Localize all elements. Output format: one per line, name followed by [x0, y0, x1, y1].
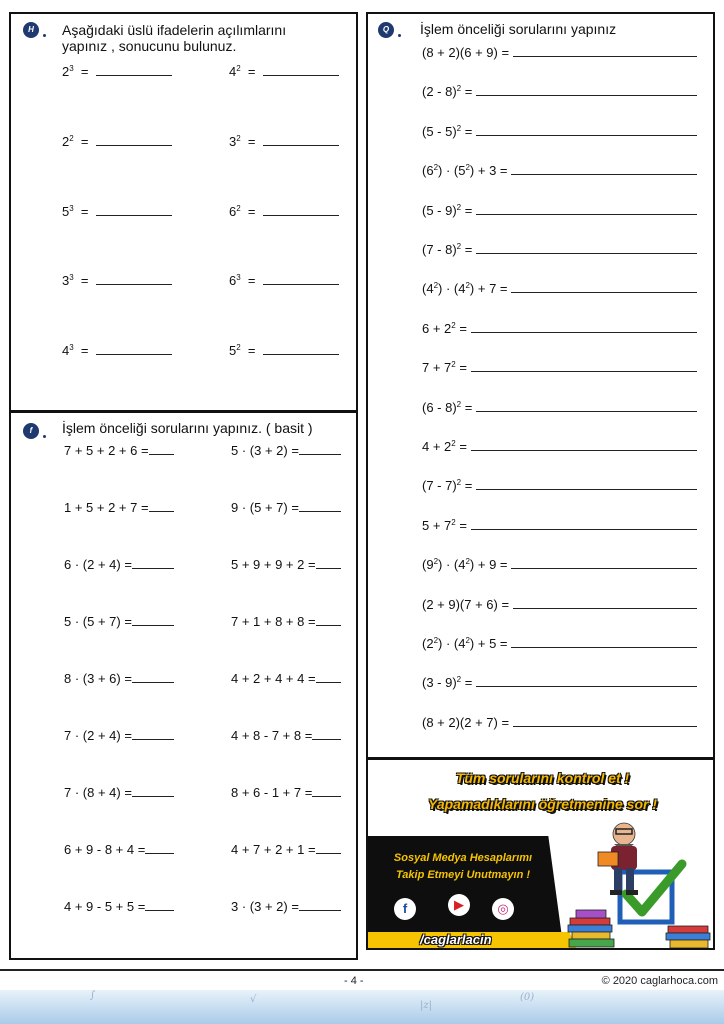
- exponent-panel: [9, 12, 358, 412]
- exponent-power: 2: [236, 343, 241, 352]
- expression-text: (3 - 9): [422, 675, 457, 691]
- exponent-power: 2: [236, 64, 241, 73]
- expression-text: =: [455, 320, 467, 336]
- expression-text: 1 + 5 + 2 + 7 =: [64, 500, 149, 515]
- equals-sign: =: [73, 343, 96, 358]
- expression-text: 7 + 7: [422, 360, 452, 376]
- answer-blank[interactable]: [263, 134, 339, 146]
- expression-text: 6 · (2 + 4) =: [64, 557, 132, 572]
- exponent-power: 2: [236, 134, 241, 143]
- facebook-icon[interactable]: f: [394, 898, 416, 920]
- answer-blank[interactable]: [312, 728, 341, 740]
- answer-blank[interactable]: [471, 439, 697, 451]
- expression-item: [422, 439, 697, 454]
- answer-blank[interactable]: [476, 84, 697, 96]
- answer-blank[interactable]: [476, 400, 697, 412]
- expression-text: 7 + 1 + 8 + 8 =: [231, 614, 316, 629]
- exponent-power: 2: [456, 399, 462, 409]
- exponent-item: [62, 343, 172, 358]
- book-stack-icon: [666, 926, 710, 948]
- exponent-power: 3: [69, 343, 74, 352]
- page-number: - 4 -: [344, 975, 364, 987]
- answer-blank[interactable]: [149, 443, 174, 455]
- expression-text: ) + 5 =: [469, 636, 508, 651]
- panel-title: Aşağıdaki üslü ifadelerin açılımlarını: [62, 22, 287, 38]
- expression-text: (6 - 8): [422, 399, 457, 415]
- order-of-operations-panel: [366, 12, 715, 759]
- badge-dot: [398, 34, 401, 37]
- badge-dot: [43, 34, 46, 37]
- answer-blank[interactable]: [511, 636, 697, 648]
- exponent-base: 6: [229, 273, 237, 288]
- expression-text: ) + 3 =: [469, 163, 508, 179]
- expression-item: [64, 728, 174, 743]
- expression-item: [422, 124, 697, 139]
- exponent-item: [62, 134, 172, 149]
- exponent-power: 2: [465, 163, 470, 173]
- expression-text: (7 - 8): [422, 242, 457, 257]
- answer-blank[interactable]: [511, 557, 697, 569]
- expression-item: [422, 163, 697, 178]
- expression-item: [231, 443, 341, 458]
- answer-blank[interactable]: [96, 273, 172, 285]
- answer-blank[interactable]: [149, 500, 174, 512]
- instagram-icon[interactable]: ◎: [492, 898, 514, 920]
- teacher-avatar-icon: [598, 823, 638, 895]
- expression-item: [422, 45, 697, 60]
- answer-blank[interactable]: [263, 343, 339, 355]
- answer-blank[interactable]: [513, 715, 697, 727]
- expression-text: (2 - 8): [422, 84, 457, 100]
- answer-blank[interactable]: [476, 242, 697, 254]
- answer-blank[interactable]: [263, 204, 339, 216]
- footer-formula-band: ∫ √ |z| (0): [0, 990, 724, 1024]
- expression-item: [231, 842, 341, 857]
- exponent-base: 3: [62, 273, 70, 288]
- expression-text: 4 + 7 + 2 + 1 =: [231, 842, 316, 857]
- social-handle[interactable]: /caglarlacin: [420, 932, 492, 947]
- expression-text: (9: [422, 557, 434, 573]
- exponent-power: 3: [69, 204, 74, 213]
- exponent-power: 3: [69, 273, 74, 282]
- book-stack-icon: [568, 910, 614, 947]
- expression-text: ) · (4: [438, 557, 466, 573]
- exponent-item: [229, 273, 339, 288]
- section-badge-h: H: [23, 22, 39, 38]
- answer-blank[interactable]: [299, 500, 341, 512]
- equals-sign: =: [240, 134, 263, 149]
- section-badge-q: Q: [378, 22, 394, 38]
- expression-item: [422, 478, 697, 493]
- answer-blank[interactable]: [316, 557, 341, 569]
- answer-blank[interactable]: [476, 675, 697, 687]
- expression-item: [422, 281, 697, 296]
- exponent-power: 2: [433, 557, 439, 567]
- expression-text: (5 - 9): [422, 202, 457, 218]
- expression-text: ) · (5: [438, 163, 466, 179]
- teacher-checkmark-illustration: [564, 820, 714, 950]
- exponent-base: 5: [62, 204, 70, 219]
- exponent-power: 2: [433, 281, 439, 291]
- exponent-item: [62, 64, 172, 79]
- answer-blank[interactable]: [96, 204, 172, 216]
- expression-item: [422, 360, 697, 375]
- exponent-power: 2: [456, 478, 462, 488]
- expression-text: 4 + 2: [422, 439, 452, 454]
- expression-item: [422, 84, 697, 99]
- answer-blank[interactable]: [132, 728, 174, 740]
- social-line-1: Sosyal Medya Hesaplarımı: [393, 852, 533, 864]
- expression-text: 5 + 7: [422, 517, 452, 533]
- exponent-base: 3: [229, 134, 237, 149]
- exponent-power: 2: [451, 360, 456, 370]
- equals-sign: =: [73, 64, 96, 79]
- answer-blank[interactable]: [312, 785, 341, 797]
- social-line-2: Takip Etmeyi Unutmayın !: [395, 869, 531, 881]
- expression-item: [422, 597, 697, 612]
- expression-text: ) · (4: [438, 636, 466, 651]
- expression-item: [231, 899, 341, 914]
- answer-blank[interactable]: [132, 557, 174, 569]
- equals-sign: =: [240, 204, 263, 219]
- expression-text: ) + 7 =: [469, 281, 508, 297]
- expression-text: 4 + 8 - 7 + 8 =: [231, 728, 313, 743]
- section-badge-f: f: [23, 423, 39, 439]
- expression-text: ) · (4: [438, 281, 466, 297]
- expression-item: [422, 636, 697, 651]
- expression-text: 9 · (5 + 7) =: [231, 500, 299, 515]
- expression-item: [64, 671, 174, 686]
- expression-text: 3 · (3 + 2) =: [231, 899, 299, 914]
- answer-blank[interactable]: [96, 343, 172, 355]
- exponent-item: [229, 134, 339, 149]
- expression-text: =: [461, 202, 473, 218]
- expression-text: (4: [422, 281, 434, 297]
- expression-item: [64, 899, 174, 914]
- expression-text: (2 + 9)(7 + 6) =: [422, 596, 510, 612]
- equals-sign: =: [240, 343, 263, 358]
- expression-text: 7 · (8 + 4) =: [64, 785, 132, 800]
- expression-text: =: [461, 399, 473, 415]
- exponent-base: 5: [229, 343, 237, 358]
- answer-blank[interactable]: [511, 163, 697, 175]
- expression-text: (8 + 2)(6 + 9) =: [422, 45, 510, 60]
- expression-text: ) + 9 =: [469, 557, 508, 573]
- expression-text: 4 + 9 - 5 + 5 =: [64, 899, 146, 914]
- exponent-power: 2: [69, 134, 74, 143]
- answer-blank[interactable]: [471, 518, 697, 530]
- expression-item: [422, 203, 697, 218]
- exponent-power: 2: [451, 439, 456, 448]
- answer-blank[interactable]: [96, 134, 172, 146]
- expression-text: =: [461, 84, 473, 100]
- expression-item: [231, 557, 341, 572]
- expression-text: (6: [422, 163, 434, 179]
- answer-blank[interactable]: [132, 614, 174, 626]
- answer-blank[interactable]: [513, 597, 697, 609]
- expression-item: [231, 614, 341, 629]
- exponent-power: 2: [433, 163, 439, 173]
- badge-dot: [43, 435, 46, 438]
- promo-line-check: Tüm sorularını kontrol et !: [455, 770, 630, 786]
- expression-item: [64, 785, 174, 800]
- exponent-power: 2: [456, 242, 462, 251]
- expression-text: 6 + 2: [422, 320, 452, 336]
- equals-sign: =: [240, 273, 263, 288]
- expression-item: [64, 557, 174, 572]
- exponent-power: 3: [69, 64, 74, 73]
- answer-blank[interactable]: [299, 443, 341, 455]
- answer-blank[interactable]: [96, 64, 172, 76]
- equals-sign: =: [73, 204, 96, 219]
- promo-line-ask: Yapamadıklarını öğretmenine sor !: [428, 796, 657, 812]
- footer-rule: [0, 969, 724, 971]
- panel-title: İşlem önceliği sorularını yapınız: [420, 21, 617, 37]
- expression-item: [422, 557, 697, 572]
- expression-text: 5 · (5 + 7) =: [64, 614, 132, 629]
- expression-item: [422, 518, 697, 533]
- exponent-power: 2: [456, 675, 462, 685]
- expression-text: =: [461, 242, 473, 257]
- expression-text: 5 + 9 + 9 + 2 =: [231, 557, 316, 572]
- answer-blank[interactable]: [476, 478, 697, 490]
- exponent-power: 2: [456, 84, 462, 94]
- exponent-item: [62, 204, 172, 219]
- expression-item: [231, 728, 341, 743]
- expression-item: [422, 715, 697, 730]
- exponent-power: 2: [465, 281, 470, 291]
- expression-item: [64, 500, 174, 515]
- expression-text: 7 + 5 + 2 + 6 =: [64, 443, 149, 458]
- exponent-item: [229, 343, 339, 358]
- expression-text: 8 + 6 - 1 + 7 =: [231, 785, 313, 800]
- expression-text: 8 · (3 + 6) =: [64, 671, 132, 686]
- equals-sign: =: [73, 273, 96, 288]
- exponent-power: 2: [465, 636, 470, 645]
- expression-item: [231, 671, 341, 686]
- answer-blank[interactable]: [471, 321, 697, 333]
- answer-blank[interactable]: [511, 281, 697, 293]
- answer-blank[interactable]: [316, 842, 341, 854]
- exponent-base: 4: [229, 64, 237, 79]
- exponent-power: 2: [433, 636, 439, 645]
- copyright-text[interactable]: © 2020 caglarhoca.com: [601, 975, 718, 987]
- exponent-base: 2: [62, 64, 70, 79]
- answer-blank[interactable]: [132, 671, 174, 683]
- equals-sign: =: [240, 64, 263, 79]
- exponent-base: 2: [62, 134, 70, 149]
- expression-text: 6 + 9 - 8 + 4 =: [64, 842, 146, 857]
- expression-text: 4 + 2 + 4 + 4 =: [231, 671, 316, 686]
- expression-text: (8 + 2)(2 + 7) =: [422, 714, 510, 730]
- answer-blank[interactable]: [263, 64, 339, 76]
- expression-item: [422, 400, 697, 415]
- expression-text: =: [461, 123, 473, 139]
- expression-text: =: [455, 517, 467, 533]
- exponent-power: 2: [236, 204, 241, 213]
- exponent-power: 2: [451, 517, 456, 527]
- exponent-item: [229, 64, 339, 79]
- answer-blank[interactable]: [316, 614, 341, 626]
- exponent-power: 2: [451, 320, 456, 330]
- expression-item: [231, 785, 341, 800]
- expression-item: [422, 321, 697, 336]
- promo-panel: [366, 757, 715, 950]
- expression-text: =: [455, 360, 467, 376]
- answer-blank[interactable]: [513, 45, 697, 57]
- exponent-item: [229, 204, 339, 219]
- answer-blank[interactable]: [476, 203, 697, 215]
- exponent-power: 2: [456, 202, 462, 212]
- expression-text: =: [461, 675, 473, 691]
- expression-text: (5 - 5): [422, 123, 457, 139]
- answer-blank[interactable]: [471, 360, 697, 372]
- answer-blank[interactable]: [132, 785, 174, 797]
- expression-item: [422, 675, 697, 690]
- expression-text: =: [455, 439, 467, 454]
- answer-blank[interactable]: [476, 124, 697, 136]
- exponent-power: 3: [236, 273, 241, 282]
- panel-title: İşlem önceliği sorularını yapınız. ( basit ): [62, 420, 313, 436]
- expression-item: [64, 614, 174, 629]
- expression-text: 5 · (3 + 2) =: [231, 443, 299, 458]
- expression-item: [64, 842, 174, 857]
- exponent-base: 4: [62, 343, 70, 358]
- answer-blank[interactable]: [145, 899, 174, 911]
- expression-item: [231, 500, 341, 515]
- answer-blank[interactable]: [263, 273, 339, 285]
- exponent-power: 2: [465, 557, 470, 567]
- exponent-power: 2: [456, 123, 462, 133]
- exponent-item: [62, 273, 172, 288]
- exponent-base: 6: [229, 204, 237, 219]
- youtube-icon[interactable]: ▶: [448, 894, 470, 916]
- answer-blank[interactable]: [145, 842, 174, 854]
- basic-order-panel: [9, 410, 358, 960]
- expression-text: (7 - 7): [422, 478, 457, 494]
- answer-blank[interactable]: [299, 899, 341, 911]
- expression-item: [64, 443, 174, 458]
- expression-text: =: [461, 478, 473, 494]
- expression-text: 7 · (2 + 4) =: [64, 728, 132, 743]
- panel-subtitle: yapınız , sonucunu bulunuz.: [62, 38, 237, 54]
- equals-sign: =: [73, 134, 96, 149]
- expression-item: [422, 242, 697, 257]
- expression-text: (2: [422, 636, 434, 651]
- answer-blank[interactable]: [316, 671, 341, 683]
